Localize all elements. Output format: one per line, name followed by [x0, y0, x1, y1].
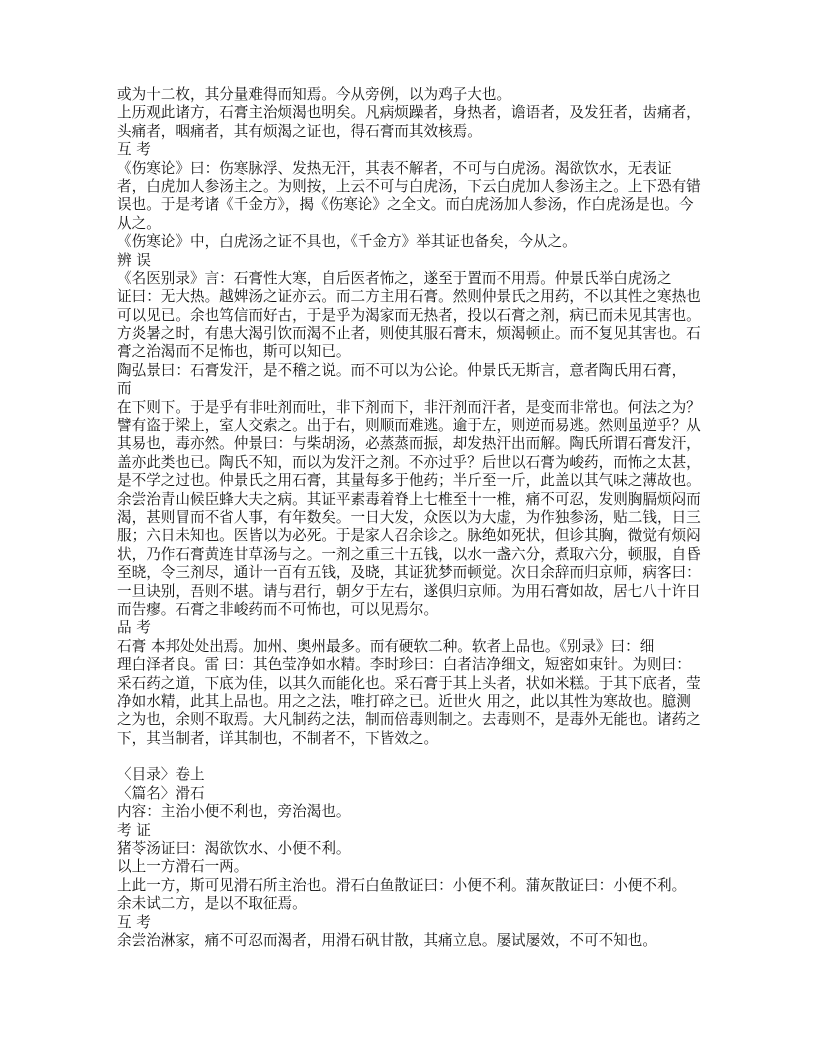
paragraph-line: 理白泽者良。雷 曰：其色莹净如水精。李时珍曰：白者洁净细文，短密如束针。为则曰：: [117, 656, 691, 674]
paragraph-line: 采石药之道，下底为佳，以其久而能化也。采石膏于其上头者，状如米糕。于其下底者，莹: [117, 674, 701, 692]
paragraph-line: 其易也，毒亦然。仲景曰：与柴胡汤，必蒸蒸而振，却发热汗出而解。陶氏所谓石膏发汗，: [117, 435, 701, 453]
paragraph-line: 或为十二枚，其分量难得而知焉。今从旁例，以为鸡子大也。: [117, 86, 512, 103]
paragraph-line: 《名医别录》言：石膏性大寒，自后医者怖之，遂至于置而不用焉。仲景氏举白虎汤之: [117, 269, 672, 287]
paragraph-line: 服；六日未知也。医皆以为必死。于是家人召余诊之。脉绝如死状，但诊其胸，微觉有烦闷: [117, 527, 701, 545]
document-page: [117, 86, 757, 950]
paragraph-line: 状，乃作石膏黄连甘草汤与之。一剂之重三十五钱，以水一盏六分，煮取六分，顿服，自昏: [117, 545, 701, 563]
paragraph-line: 余尝治淋家，痛不可忍而渴者，用滑石矾甘散，其痛立息。屡试屡效，不可不知也。: [117, 931, 657, 949]
chapter-title: 〈篇名〉滑石: [117, 784, 205, 802]
section-heading: 考 证: [117, 821, 151, 839]
paragraph-line: 误也。于是考诸《千金方》，揭《伤寒论》之全文。而白虎汤加人参汤，作白虎汤是也。今: [117, 196, 694, 214]
paragraph-line: 猪苓汤证曰：渴欲饮水、小便不利。: [117, 840, 351, 858]
section-heading: 互 考: [117, 913, 151, 931]
paragraph-line: 方炎暑之时，有患大渴引饮而渴不止者，则使其服石膏末，烦渴顿止。而不复见其害也。石: [117, 325, 701, 343]
section-heading: 辨 误: [117, 251, 151, 269]
paragraph-line: 净如水精，此其上品也。用之之法，唯打碎之已。近世火 用之，此以其性为寒故也。臆测: [117, 692, 691, 710]
content-summary: 内容：主治小便不利也，旁治渴也。: [117, 803, 351, 821]
blank-line: [117, 748, 757, 766]
paragraph-line: 之为也，余则不取焉。大凡制药之法，制而倍毒则制之。去毒则不，是毒外无能也。诸药之: [117, 711, 701, 729]
paragraph-line: 盖亦此类也已。陶氏不知，而以为发汗之剂。不亦过乎？后世以石膏为峻药，而怖之太甚，: [117, 453, 701, 471]
paragraph-line: 渴，甚则冒而不省人事，有年数矣。一日大发，众医以为大虚，为作独参汤，贴二钱，日三: [117, 508, 701, 526]
paragraph-line: 在下则下。于是乎有非吐剂而吐，非下剂而下，非汗剂而汗者，是变而非常也。何法之为？: [117, 398, 701, 416]
paragraph-line: 头痛者，咽痛者，其有烦渴之证也，得石膏而其效核焉。: [117, 122, 482, 140]
paragraph-line: 余未试二方，是以不取征焉。: [117, 895, 307, 913]
gypsum-summary-block: [117, 86, 757, 141]
paragraph-line: 以上一方滑石一两。: [117, 858, 249, 876]
paragraph-line: 至晓，令三剂尽，通计一百有五钱，及晓，其证犹梦而顿觉。次日余辞而归京师，病客曰：: [117, 564, 701, 582]
section-heading: 互 考: [117, 141, 151, 159]
paragraph-line: 陶弘景曰：石膏发汗，是不稽之说。而不可以为公论。仲景氏无斯言，意者陶氏用石膏，: [117, 361, 687, 379]
error-correction-section: [117, 252, 757, 620]
paragraph-line: 一旦诀别，吾则不堪。请与君行，朝夕于左右，遂俱归京师。为用石膏如故，居七八十许日: [117, 582, 701, 600]
paragraph-line: 《伤寒论》中，白虎汤之证不具也，《千金方》举其证也备矣，今从之。: [117, 233, 577, 251]
quality-examination-section: [117, 619, 757, 748]
paragraph-line: 而告瘳。石膏之非峻药而不可怖也，可以见焉尔。: [117, 600, 439, 618]
mutual-examination-section: [117, 141, 757, 251]
paragraph-line: 者，白虎加人参汤主之。为则按，上云不可与白虎汤，下云白虎加人参汤主之。上下恐有错: [117, 177, 701, 195]
paragraph-line: 膏之治渴而不足怖也，斯可以知已。: [117, 343, 351, 361]
paragraph-line: 证曰：无大热。越婢汤之证亦云。而二方主用石膏。然则仲景氏之用药，不以其性之寒热也: [117, 288, 701, 306]
paragraph-line: 石膏 本邦处处出焉。加州、奥州最多。而有硬软二种。软者上品也。《别录》曰：细: [117, 637, 655, 655]
section-heading: 品 考: [117, 619, 151, 637]
paragraph-line: 譬有盗于梁上，室人交索之。出于右，则顺而难逃。逾于左，则逆而易逃。然则虽逆乎？从: [117, 417, 701, 435]
paragraph-line: 余尝治青山候臣蜂大夫之病。其证平素毒着脊上七椎至十一椎，痛不可忍，发则胸膈烦闷而: [117, 490, 701, 508]
paragraph-line: 从之。: [117, 214, 161, 232]
paragraph-line: 可以见已。余也笃信而好古，于是乎为渴家而无热者，投以石膏之剂，病已而未见其害也。: [117, 306, 701, 324]
catalog-label: 〈目录〉卷上: [117, 766, 205, 784]
paragraph-line: 上此一方，斯可见滑石所主治也。滑石白鱼散证曰：小便不利。蒲灰散证曰：小便不利。: [117, 876, 687, 894]
paragraph-line: 而: [117, 380, 132, 398]
talc-chapter: [117, 766, 757, 950]
paragraph-line: 《伤寒论》曰：伤寒脉浮、发热无汗，其表不解者，不可与白虎汤。渴欲饮水，无表证: [117, 159, 672, 177]
paragraph-line: 是不学之过也。仲景氏之用石膏，其量每多于他药；半斤至一斤，此盖以其气味之薄故也。: [117, 472, 701, 490]
paragraph-line: 上历观此诸方，石膏主治烦渴也明矣。凡病烦躁者，身热者，谵语者，及发狂者，齿痛者，: [117, 104, 701, 122]
paragraph-line: 下，其当制者，详其制也，不制者不，下皆效之。: [117, 729, 439, 747]
